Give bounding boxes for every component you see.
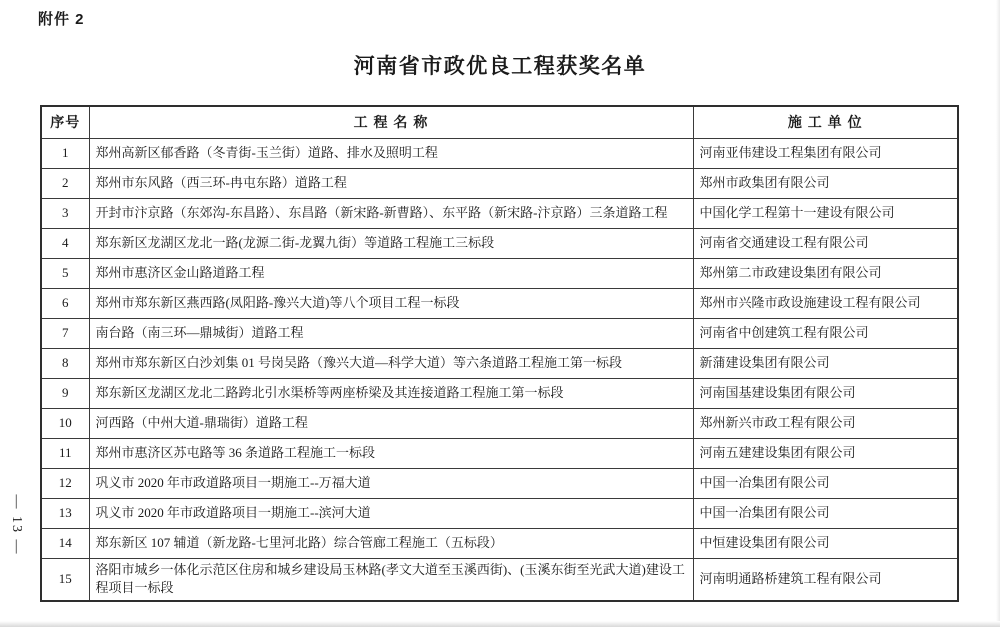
row-number: 14 <box>41 528 89 558</box>
project-name: 郑东新区 107 辅道（新龙路-七里河北路）综合管廊工程施工（五标段） <box>89 528 693 558</box>
row-number: 9 <box>41 378 89 408</box>
table-row <box>41 558 958 601</box>
table-header <box>41 106 958 138</box>
row-number: 5 <box>41 258 89 288</box>
header-project-name: 工 程 名 称 <box>89 106 693 138</box>
project-name: 郑东新区龙湖区龙北一路(龙源二街-龙翼九街）等道路工程施工三标段 <box>89 228 693 258</box>
project-name: 河西路（中州大道-鼎瑞街）道路工程 <box>89 408 693 438</box>
row-number: 15 <box>41 558 89 601</box>
header-no: 序号 <box>41 106 89 138</box>
project-name: 郑东新区龙湖区龙北二路跨北引水渠桥等两座桥梁及其连接道路工程施工第一标段 <box>89 378 693 408</box>
table-row <box>41 348 958 378</box>
project-name: 巩义市 2020 年市政道路项目一期施工--万福大道 <box>89 468 693 498</box>
table-row <box>41 468 958 498</box>
row-number: 8 <box>41 348 89 378</box>
row-number: 6 <box>41 288 89 318</box>
project-name: 郑州市东风路（西三环-冉屯东路）道路工程 <box>89 168 693 198</box>
row-number: 3 <box>41 198 89 228</box>
table-row <box>41 198 958 228</box>
project-name: 巩义市 2020 年市政道路项目一期施工--滨河大道 <box>89 498 693 528</box>
construction-unit: 中国化学工程第十一建设有限公司 <box>693 198 958 228</box>
table-row <box>41 228 958 258</box>
construction-unit: 河南国基建设集团有限公司 <box>693 378 958 408</box>
row-number: 13 <box>41 498 89 528</box>
construction-unit: 河南省中创建筑工程有限公司 <box>693 318 958 348</box>
table-row <box>41 438 958 468</box>
table-row <box>41 318 958 348</box>
table-body <box>41 138 958 601</box>
construction-unit: 郑州市政集团有限公司 <box>693 168 958 198</box>
project-name: 南台路（南三环—鼎城街）道路工程 <box>89 318 693 348</box>
construction-unit: 河南亚伟建设工程集团有限公司 <box>693 138 958 168</box>
row-number: 4 <box>41 228 89 258</box>
table-row <box>41 408 958 438</box>
construction-unit: 河南省交通建设工程有限公司 <box>693 228 958 258</box>
construction-unit: 中国一冶集团有限公司 <box>693 468 958 498</box>
construction-unit: 河南明通路桥建筑工程有限公司 <box>693 558 958 601</box>
project-name: 郑州市郑东新区燕西路(凤阳路-豫兴大道)等八个项目工程一标段 <box>89 288 693 318</box>
construction-unit: 郑州第二市政建设集团有限公司 <box>693 258 958 288</box>
row-number: 1 <box>41 138 89 168</box>
table-row <box>41 138 958 168</box>
construction-unit: 郑州市兴隆市政设施建设工程有限公司 <box>693 288 958 318</box>
table-header-row <box>41 106 958 138</box>
page-title: 河南省市政优良工程获奖名单 <box>353 55 647 78</box>
table-row <box>41 288 958 318</box>
row-number: 10 <box>41 408 89 438</box>
attachment-label: 附件 2 <box>38 11 85 28</box>
project-name: 郑州市惠济区金山路道路工程 <box>89 258 693 288</box>
row-number: 11 <box>41 438 89 468</box>
construction-unit: 河南五建建设集团有限公司 <box>693 438 958 468</box>
table-row <box>41 528 958 558</box>
construction-unit: 中恒建设集团有限公司 <box>693 528 958 558</box>
table-row <box>41 258 958 288</box>
award-table <box>40 105 959 602</box>
project-name: 开封市汴京路（东郊沟-东昌路）、东昌路（新宋路-新曹路）、东平路（新宋路-汴京路）三条道路工程 <box>89 198 693 228</box>
page-number: — 13 — <box>9 494 24 556</box>
row-number: 12 <box>41 468 89 498</box>
table-row <box>41 168 958 198</box>
project-name: 郑州市惠济区苏屯路等 36 条道路工程施工一标段 <box>89 438 693 468</box>
table-row <box>41 378 958 408</box>
project-name: 洛阳市城乡一体化示范区住房和城乡建设局玉林路(孝文大道至玉溪西街)、(玉溪东街至光武大道)建设工程项目一标段 <box>89 558 693 601</box>
table-row <box>41 498 958 528</box>
row-number: 2 <box>41 168 89 198</box>
header-construction-unit: 施 工 单 位 <box>693 106 958 138</box>
project-name: 郑州高新区郁香路（冬青街-玉兰街）道路、排水及照明工程 <box>89 138 693 168</box>
construction-unit: 新蒲建设集团有限公司 <box>693 348 958 378</box>
row-number: 7 <box>41 318 89 348</box>
construction-unit: 中国一冶集团有限公司 <box>693 498 958 528</box>
construction-unit: 郑州新兴市政工程有限公司 <box>693 408 958 438</box>
project-name: 郑州市郑东新区白沙刘集 01 号岗吴路（豫兴大道—科学大道）等六条道路工程施工第一标段 <box>89 348 693 378</box>
